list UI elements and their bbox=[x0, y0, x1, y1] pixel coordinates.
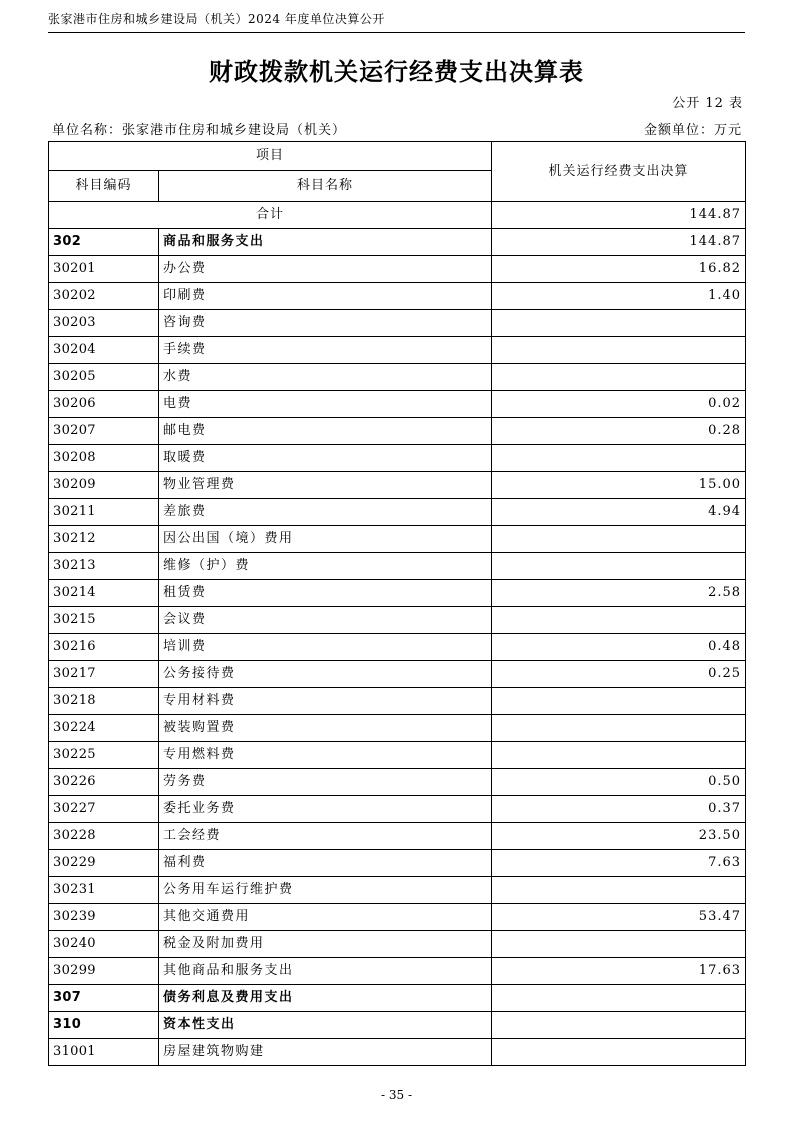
subject-code-cell: 30203 bbox=[49, 310, 159, 337]
table-row bbox=[49, 715, 746, 742]
subject-name-cell: 商品和服务支出 bbox=[159, 229, 492, 256]
table-row bbox=[49, 877, 746, 904]
amount-cell: 1.40 bbox=[492, 283, 746, 310]
total-row bbox=[49, 202, 746, 229]
subject-name-cell: 取暖费 bbox=[159, 445, 492, 472]
table-row bbox=[49, 580, 746, 607]
subject-name-cell: 工会经费 bbox=[159, 823, 492, 850]
subject-code-cell: 30201 bbox=[49, 256, 159, 283]
table-row bbox=[49, 499, 746, 526]
subject-name-cell: 手续费 bbox=[159, 337, 492, 364]
subject-code-cell: 30208 bbox=[49, 445, 159, 472]
subject-code-cell: 30229 bbox=[49, 850, 159, 877]
amount-cell: 0.25 bbox=[492, 661, 746, 688]
table-row bbox=[49, 958, 746, 985]
amount-cell: 23.50 bbox=[492, 823, 746, 850]
amount-cell: 17.63 bbox=[492, 958, 746, 985]
amount-cell: 0.28 bbox=[492, 418, 746, 445]
subject-code-cell: 30239 bbox=[49, 904, 159, 931]
amount-cell: 0.48 bbox=[492, 634, 746, 661]
subject-code-cell: 30207 bbox=[49, 418, 159, 445]
meta-row bbox=[52, 119, 742, 138]
subject-code-cell: 30214 bbox=[49, 580, 159, 607]
subject-code-cell: 30216 bbox=[49, 634, 159, 661]
subject-code-cell: 30212 bbox=[49, 526, 159, 553]
amount-cell: 16.82 bbox=[492, 256, 746, 283]
unit-name-label: 单位名称：张家港市住房和城乡建设局（机关） bbox=[52, 123, 347, 138]
subject-name-cell: 委托业务费 bbox=[159, 796, 492, 823]
subject-name-cell: 维修（护）费 bbox=[159, 553, 492, 580]
table-row bbox=[49, 526, 746, 553]
subject-name-cell: 专用材料费 bbox=[159, 688, 492, 715]
table-row bbox=[49, 364, 746, 391]
running-header: 张家港市住房和城乡建设局（机关）2024 年度单位决算公开 bbox=[48, 10, 745, 33]
subject-name-cell: 印刷费 bbox=[159, 283, 492, 310]
subject-name-cell: 物业管理费 bbox=[159, 472, 492, 499]
subject-code-cell: 302 bbox=[49, 229, 159, 256]
subject-name-cell: 被装购置费 bbox=[159, 715, 492, 742]
table-row bbox=[49, 445, 746, 472]
amount-cell: 144.87 bbox=[492, 229, 746, 256]
header-code-cell: 科目编码 bbox=[49, 171, 159, 202]
table-row bbox=[49, 796, 746, 823]
subject-code-cell: 30240 bbox=[49, 931, 159, 958]
table-row bbox=[49, 337, 746, 364]
header-item-cell: 项目 bbox=[49, 142, 492, 171]
subject-code-cell: 30224 bbox=[49, 715, 159, 742]
subject-name-cell: 其他商品和服务支出 bbox=[159, 958, 492, 985]
table-row bbox=[49, 904, 746, 931]
amount-cell bbox=[492, 310, 746, 337]
amount-cell: 0.50 bbox=[492, 769, 746, 796]
table-number: 公开 12 表 bbox=[672, 96, 743, 111]
subject-code-cell: 30204 bbox=[49, 337, 159, 364]
amount-cell bbox=[492, 526, 746, 553]
table-row bbox=[49, 1039, 746, 1066]
amount-cell bbox=[492, 931, 746, 958]
table-row bbox=[49, 391, 746, 418]
table-row bbox=[49, 634, 746, 661]
amount-cell bbox=[492, 364, 746, 391]
subject-code-cell: 30225 bbox=[49, 742, 159, 769]
subject-code-cell: 30206 bbox=[49, 391, 159, 418]
table-row bbox=[49, 931, 746, 958]
subject-name-cell: 电费 bbox=[159, 391, 492, 418]
header-row-item bbox=[49, 142, 746, 171]
amount-unit-label: 金额单位：万元 bbox=[643, 123, 742, 138]
subject-name-cell: 福利费 bbox=[159, 850, 492, 877]
amount-cell bbox=[492, 985, 746, 1012]
total-value-cell: 144.87 bbox=[492, 202, 746, 229]
subject-name-cell: 资本性支出 bbox=[159, 1012, 492, 1039]
subject-name-cell: 专用燃料费 bbox=[159, 742, 492, 769]
subject-name-cell: 水费 bbox=[159, 364, 492, 391]
amount-cell: 15.00 bbox=[492, 472, 746, 499]
subject-name-cell: 劳务费 bbox=[159, 769, 492, 796]
table-row bbox=[49, 283, 746, 310]
subject-code-cell: 30217 bbox=[49, 661, 159, 688]
subject-code-cell: 30202 bbox=[49, 283, 159, 310]
subject-code-cell: 30226 bbox=[49, 769, 159, 796]
amount-cell: 0.02 bbox=[492, 391, 746, 418]
category-row bbox=[49, 1012, 746, 1039]
category-row bbox=[49, 985, 746, 1012]
category-row bbox=[49, 229, 746, 256]
header-name-cell: 科目名称 bbox=[159, 171, 492, 202]
subject-name-cell: 其他交通费用 bbox=[159, 904, 492, 931]
amount-cell bbox=[492, 1012, 746, 1039]
table-row bbox=[49, 661, 746, 688]
amount-cell: 4.94 bbox=[492, 499, 746, 526]
subject-code-cell: 30209 bbox=[49, 472, 159, 499]
subject-name-cell: 培训费 bbox=[159, 634, 492, 661]
table-row bbox=[49, 553, 746, 580]
amount-cell bbox=[492, 553, 746, 580]
amount-cell bbox=[492, 715, 746, 742]
amount-cell bbox=[492, 688, 746, 715]
table-row bbox=[49, 472, 746, 499]
table-row bbox=[49, 607, 746, 634]
table-row bbox=[49, 418, 746, 445]
amount-cell bbox=[492, 337, 746, 364]
subject-name-cell: 会议费 bbox=[159, 607, 492, 634]
subject-code-cell: 30213 bbox=[49, 553, 159, 580]
amount-cell: 0.37 bbox=[492, 796, 746, 823]
subject-code-cell: 31001 bbox=[49, 1039, 159, 1066]
total-label-cell: 合计 bbox=[49, 202, 492, 229]
subject-name-cell: 租赁费 bbox=[159, 580, 492, 607]
table-row bbox=[49, 688, 746, 715]
page-title: 财政拨款机关运行经费支出决算表 bbox=[209, 58, 584, 86]
subject-code-cell: 310 bbox=[49, 1012, 159, 1039]
subject-name-cell: 因公出国（境）费用 bbox=[159, 526, 492, 553]
subject-name-cell: 公务用车运行维护费 bbox=[159, 877, 492, 904]
header-value-cell: 机关运行经费支出决算 bbox=[492, 142, 746, 202]
amount-cell bbox=[492, 445, 746, 472]
subject-code-cell: 30231 bbox=[49, 877, 159, 904]
subject-code-cell: 30228 bbox=[49, 823, 159, 850]
amount-cell: 7.63 bbox=[492, 850, 746, 877]
table-row bbox=[49, 256, 746, 283]
subject-name-cell: 税金及附加费用 bbox=[159, 931, 492, 958]
subject-code-cell: 30211 bbox=[49, 499, 159, 526]
amount-cell: 2.58 bbox=[492, 580, 746, 607]
subject-name-cell: 差旅费 bbox=[159, 499, 492, 526]
table-row bbox=[49, 850, 746, 877]
subject-code-cell: 30299 bbox=[49, 958, 159, 985]
subject-code-cell: 30218 bbox=[49, 688, 159, 715]
subject-name-cell: 邮电费 bbox=[159, 418, 492, 445]
subject-code-cell: 30205 bbox=[49, 364, 159, 391]
subject-name-cell: 债务利息及费用支出 bbox=[159, 985, 492, 1012]
table-row bbox=[49, 310, 746, 337]
subject-code-cell: 307 bbox=[49, 985, 159, 1012]
subject-name-cell: 房屋建筑物购建 bbox=[159, 1039, 492, 1066]
amount-cell bbox=[492, 877, 746, 904]
amount-cell bbox=[492, 607, 746, 634]
subject-code-cell: 30227 bbox=[49, 796, 159, 823]
budget-table bbox=[48, 141, 746, 1066]
subject-name-cell: 公务接待费 bbox=[159, 661, 492, 688]
amount-cell bbox=[492, 1039, 746, 1066]
table-row bbox=[49, 742, 746, 769]
subject-name-cell: 咨询费 bbox=[159, 310, 492, 337]
table-body bbox=[49, 202, 746, 1066]
amount-cell: 53.47 bbox=[492, 904, 746, 931]
table-row bbox=[49, 769, 746, 796]
table-row bbox=[49, 823, 746, 850]
page-number: - 35 - bbox=[380, 1088, 412, 1102]
subject-name-cell: 办公费 bbox=[159, 256, 492, 283]
subject-code-cell: 30215 bbox=[49, 607, 159, 634]
amount-cell bbox=[492, 742, 746, 769]
